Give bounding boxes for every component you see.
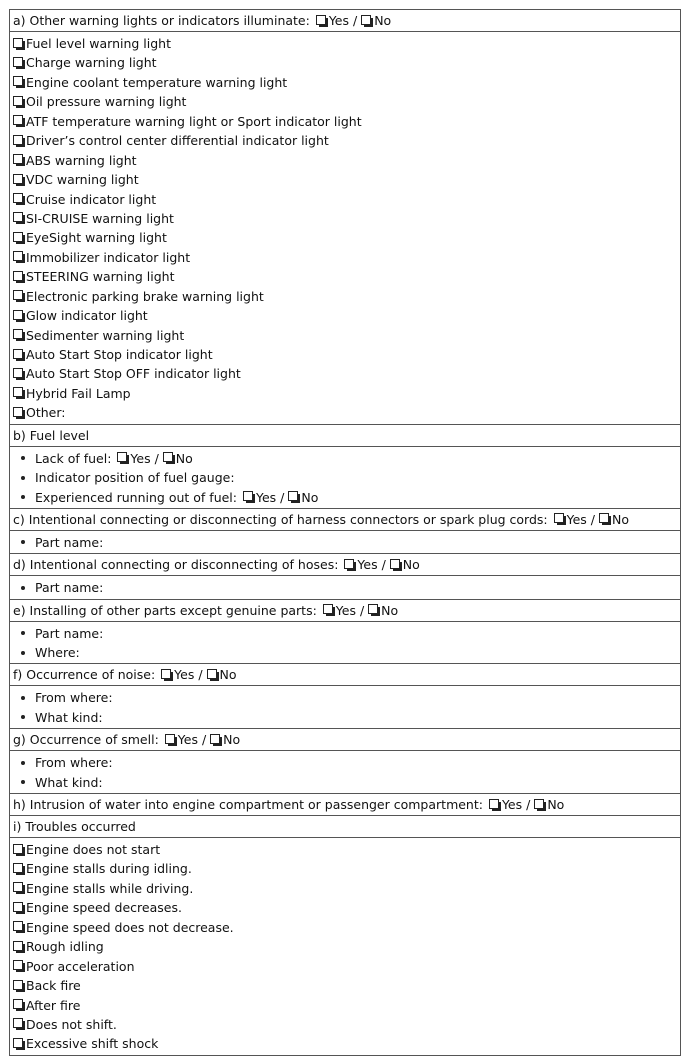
section-c-body (9, 531, 681, 554)
yes-checkbox[interactable] (344, 559, 354, 569)
checkbox-item[interactable] (10, 879, 680, 898)
section-b-header (9, 425, 681, 447)
list-item (10, 468, 680, 487)
checkbox-label: Rough idling (26, 939, 104, 955)
checkbox-item[interactable] (10, 1015, 680, 1034)
lack-of-fuel-label: Lack of fuel: (35, 450, 112, 466)
checkbox-item[interactable] (10, 112, 680, 131)
bullet-icon (21, 540, 25, 544)
no-checkbox[interactable] (210, 734, 220, 744)
list-item (10, 753, 680, 772)
indicator-position-label: Indicator position of fuel gauge: (35, 470, 235, 486)
no-label: No (612, 511, 629, 527)
section-h-header (9, 794, 681, 816)
section-e-title: e) Installing of other parts except genuine parts: (13, 602, 317, 618)
section-a-list (9, 32, 681, 425)
checkbox-label: ABS warning light (26, 152, 137, 168)
checkbox-icon[interactable] (13, 115, 23, 125)
checkbox-icon[interactable] (13, 57, 23, 67)
checkbox-label: Glow indicator light (26, 308, 148, 324)
no-checkbox[interactable] (534, 799, 544, 809)
checkbox-icon[interactable] (13, 1018, 23, 1028)
yes-label: Yes (174, 667, 195, 683)
checkbox-icon[interactable] (13, 960, 23, 970)
from-where-label: From where: (35, 690, 113, 706)
bullet-icon (21, 495, 25, 499)
checkbox-item[interactable] (10, 326, 680, 345)
no-checkbox[interactable] (599, 513, 609, 523)
checkbox-icon[interactable] (13, 290, 23, 300)
checkbox-label: STEERING warning light (26, 269, 175, 285)
checkbox-icon[interactable] (13, 407, 23, 417)
checkbox-label: Excessive shift shock (26, 1036, 159, 1052)
no-label: No (547, 797, 565, 813)
section-i-header (9, 816, 681, 838)
no-label: No (175, 450, 193, 466)
section-i-title: i) Troubles occurred (13, 819, 136, 835)
checkbox-label: Hybrid Fail Lamp (26, 385, 131, 401)
section-c-title: c) Intentional connecting or disconnecting of harness connectors or spark plug cords: (13, 511, 548, 527)
list-item (10, 578, 680, 597)
section-g-header (9, 729, 681, 751)
section-e-body (9, 622, 681, 665)
checkbox-item[interactable] (10, 937, 680, 956)
yes-label: Yes (130, 450, 151, 466)
section-d-header (9, 554, 681, 576)
bullet-icon (21, 631, 25, 635)
section-d-title: d) Intentional connecting or disconnecting of hoses: (13, 557, 339, 573)
checkbox-label: Auto Start Stop OFF indicator light (26, 366, 241, 382)
checkbox-icon[interactable] (13, 980, 23, 990)
checkbox-icon[interactable] (13, 387, 23, 397)
checkbox-item[interactable] (10, 248, 680, 267)
checkbox-label: Electronic parking brake warning light (26, 288, 264, 304)
checkbox-item[interactable] (10, 345, 680, 364)
section-d-body (9, 576, 681, 599)
checkbox-label: Engine stalls while driving. (26, 880, 194, 896)
yes-label: Yes (501, 797, 523, 813)
checkbox-item[interactable] (10, 384, 680, 403)
checkbox-label: Charge warning light (26, 55, 157, 71)
no-label: No (374, 13, 392, 28)
yes-label: Yes (328, 13, 350, 28)
checkbox-icon[interactable] (13, 941, 23, 951)
checkbox-icon[interactable] (13, 271, 23, 281)
separator: / (154, 450, 159, 466)
checkbox-item[interactable] (10, 996, 680, 1015)
ran-out-label: Experienced running out of fuel: (35, 489, 237, 505)
checkbox-icon[interactable] (13, 212, 23, 222)
bullet-icon (21, 456, 25, 460)
checkbox-icon[interactable] (13, 329, 23, 339)
no-label: No (381, 602, 399, 618)
yes-checkbox[interactable] (165, 734, 175, 744)
section-a-title: a) Other warning lights or indicators illuminate: (13, 13, 310, 28)
checkbox-item[interactable] (10, 976, 680, 995)
no-checkbox[interactable] (368, 604, 378, 614)
checkbox-icon[interactable] (13, 232, 23, 242)
checkbox-label: Immobilizer indicator light (26, 249, 191, 265)
list-item (10, 643, 680, 662)
part-name-label: Part name: (35, 580, 104, 596)
checkbox-icon[interactable] (13, 154, 23, 164)
checkbox-item[interactable] (10, 840, 680, 859)
list-item (10, 688, 680, 707)
checkbox-icon[interactable] (13, 174, 23, 184)
yes-checkbox[interactable] (316, 15, 326, 25)
checkbox-item[interactable] (10, 73, 680, 92)
part-name-label: Part name: (35, 625, 104, 641)
list-item (10, 624, 680, 643)
yes-checkbox[interactable] (117, 452, 127, 462)
bullet-icon (21, 586, 25, 590)
yes-label: Yes (566, 511, 587, 527)
checkbox-item[interactable] (10, 209, 680, 228)
section-g-title: g) Occurrence of smell: (13, 732, 159, 748)
checkbox-label: Does not shift. (26, 1016, 117, 1032)
bullet-icon (21, 696, 25, 700)
section-i-list (9, 838, 681, 1056)
section-b-title: b) Fuel level (13, 427, 90, 443)
bullet-icon (21, 651, 25, 655)
checkbox-icon[interactable] (13, 921, 23, 931)
checkbox-item[interactable] (10, 267, 680, 286)
checkbox-icon[interactable] (13, 882, 23, 892)
bullet-icon (21, 761, 25, 765)
no-checkbox[interactable] (288, 491, 298, 501)
separator: / (359, 602, 365, 618)
checkbox-label: ATF temperature warning light or Sport indicator light (26, 113, 362, 129)
checkbox-item[interactable] (10, 364, 680, 383)
checkbox-item[interactable] (10, 898, 680, 917)
checkbox-item[interactable] (10, 92, 680, 111)
no-checkbox[interactable] (390, 559, 400, 569)
section-f-header (9, 664, 681, 686)
section-h-title: h) Intrusion of water into engine compartment or passenger compartment: (13, 797, 483, 813)
separator: / (381, 557, 386, 573)
checkbox-item[interactable] (10, 190, 680, 209)
separator: / (201, 732, 207, 748)
bullet-icon (21, 780, 25, 784)
checkbox-label: Engine speed does not decrease. (26, 919, 234, 935)
checkbox-label: Engine coolant temperature warning light (26, 74, 288, 90)
checkbox-icon[interactable] (13, 844, 23, 854)
what-kind-label: What kind: (35, 774, 103, 790)
list-item (10, 773, 680, 792)
checkbox-item[interactable] (10, 306, 680, 325)
checkbox-icon[interactable] (13, 863, 23, 873)
yes-label: Yes (357, 557, 378, 573)
checkbox-item[interactable] (10, 228, 680, 247)
yes-label: Yes (335, 602, 356, 618)
section-f-title: f) Occurrence of noise: (13, 667, 156, 683)
yes-checkbox[interactable] (489, 799, 499, 809)
checkbox-label: Driver’s control center differential indicator light (26, 133, 329, 149)
checkbox-item[interactable] (10, 151, 680, 170)
section-a-header (9, 10, 681, 32)
checkbox-icon[interactable] (13, 902, 23, 912)
yes-checkbox[interactable] (323, 604, 333, 614)
checkbox-label: Back fire (26, 978, 81, 994)
what-kind-label: What kind: (35, 709, 103, 725)
checkbox-icon[interactable] (13, 349, 23, 359)
separator: / (526, 797, 531, 813)
list-item (10, 708, 680, 727)
separator: / (353, 13, 358, 28)
checkbox-label: EyeSight warning light (26, 230, 167, 246)
checkbox-label: After fire (26, 997, 81, 1013)
section-g-body (9, 751, 681, 794)
checkbox-label: Engine does not start (26, 842, 161, 858)
checkbox-label: VDC warning light (26, 172, 139, 188)
section-b-body (9, 447, 681, 509)
checkbox-label: Other: (26, 405, 66, 421)
from-where-label: From where: (35, 755, 113, 771)
part-name-label: Part name: (35, 534, 104, 550)
checkbox-item[interactable] (10, 131, 680, 150)
yes-checkbox[interactable] (554, 513, 564, 523)
checkbox-item[interactable] (10, 287, 680, 306)
diagnosis-questionnaire-table (9, 9, 681, 1056)
list-item (10, 449, 680, 468)
separator: / (280, 489, 285, 505)
checkbox-icon[interactable] (13, 96, 23, 106)
no-label: No (223, 732, 241, 748)
checkbox-label: Auto Start Stop indicator light (26, 347, 213, 362)
no-label: No (402, 557, 420, 573)
checkbox-icon[interactable] (13, 999, 23, 1009)
checkbox-icon[interactable] (13, 251, 23, 261)
checkbox-label: Engine speed decreases. (26, 900, 182, 916)
checkbox-item[interactable] (10, 170, 680, 189)
checkbox-label: Cruise indicator light (26, 191, 157, 207)
checkbox-item[interactable] (10, 53, 680, 72)
no-checkbox[interactable] (163, 452, 173, 462)
section-e-header (9, 600, 681, 622)
checkbox-label: Engine stalls during idling. (26, 861, 192, 877)
checkbox-icon[interactable] (13, 76, 23, 86)
no-label: No (301, 489, 319, 505)
no-checkbox[interactable] (207, 669, 217, 679)
separator: / (198, 667, 203, 683)
yes-checkbox[interactable] (243, 491, 253, 501)
no-checkbox[interactable] (361, 15, 371, 25)
checkbox-item[interactable] (10, 957, 680, 976)
separator: / (590, 511, 596, 527)
checkbox-icon[interactable] (13, 38, 23, 48)
checkbox-icon[interactable] (13, 193, 23, 203)
checkbox-label: SI-CRUISE warning light (26, 210, 174, 226)
checkbox-icon[interactable] (13, 310, 23, 320)
checkbox-item[interactable] (10, 859, 680, 878)
where-label: Where: (35, 645, 80, 661)
bullet-icon (21, 715, 25, 719)
checkbox-item[interactable] (10, 1034, 680, 1053)
bullet-icon (21, 476, 25, 480)
yes-label: Yes (177, 732, 198, 748)
yes-checkbox[interactable] (161, 669, 171, 679)
checkbox-item[interactable] (10, 918, 680, 937)
section-c-header (9, 509, 681, 531)
checkbox-item[interactable] (10, 403, 680, 422)
checkbox-icon[interactable] (13, 135, 23, 145)
no-label: No (219, 667, 237, 683)
checkbox-label: Sedimenter warning light (26, 327, 185, 343)
checkbox-label: Fuel level warning light (26, 36, 171, 51)
checkbox-label: Poor acceleration (26, 958, 135, 974)
list-item (10, 488, 680, 507)
checkbox-label: Oil pressure warning light (26, 94, 187, 110)
section-f-body (9, 686, 681, 729)
checkbox-item[interactable] (10, 34, 680, 53)
checkbox-icon[interactable] (13, 368, 23, 378)
yes-label: Yes (255, 489, 277, 505)
list-item (10, 533, 680, 552)
checkbox-icon[interactable] (13, 1038, 23, 1048)
